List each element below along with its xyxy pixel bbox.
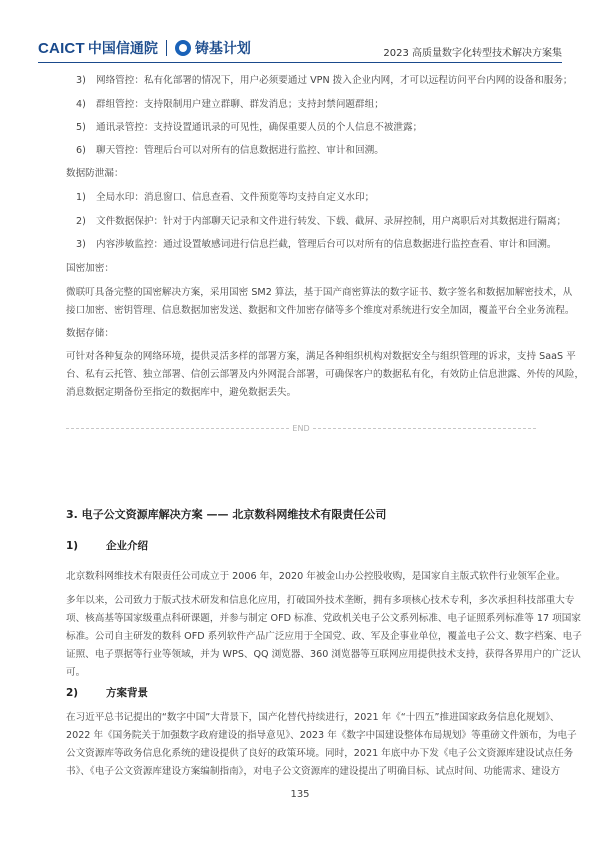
paragraph-line: 接口加密、密钥管理、信息数据加密发送、数据和文件加密存储等多个维度对系统进行安全加固，覆盖平台全业务流程。 (66, 305, 575, 316)
storage-paragraph (66, 348, 585, 402)
subsection-heading (66, 538, 148, 553)
paragraph-line: 书》、《电子公文资源库建设方案编制指南》，对电子公文资源库的建设提出了明确目标、试点时间、功能需求、建设方 (66, 766, 561, 777)
paragraph-line: 可针对各种复杂的网络环境，提供灵活多样的部署方案，满足各种组织机构对数据安全与组织管理的诉求，支持 SaaS 平 (66, 351, 576, 362)
page-header (0, 0, 600, 62)
logo-divider (166, 40, 167, 56)
caict-logo (38, 36, 251, 60)
list-item-text: 内容涉敏监控：通过设置敏感词进行信息拦截，管理后台可以对所有的信息数据进行监控查看、审计和回溯。 (96, 239, 557, 250)
list-item-number: 5) (76, 122, 86, 133)
subsection-number: 2) (66, 687, 79, 699)
storage-heading: 数据存储： (66, 328, 114, 339)
logo-caict-text: CAICT (38, 39, 85, 57)
background-paragraph (66, 709, 577, 781)
leak-heading: 数据防泄漏： (66, 168, 124, 179)
logo-cn-text: 中国信通院 (87, 41, 158, 57)
page-number: 135 (290, 789, 310, 800)
list-item-number: 4) (76, 99, 86, 110)
paragraph-line: 2022 年《国务院关于加强数字政府建设的指导意见》、2023 年《数字中国建设整体布局规划》等重磅文件颁布，为电子 (66, 730, 577, 741)
paragraph-line: 标准。公司自主研发的数科 OFD 系列软件产品广泛应用于全国党、政、军及企事业单位，覆盖电子公文、数字档案、电子 (66, 631, 582, 642)
subsection-title: 方案背景 (106, 687, 148, 699)
paragraph-line: 在习近平总书记提出的“数字中国”大背景下，国产化替代持续进行，2021 年《“十四五”推进国家政务信息化规划》、 (66, 712, 560, 723)
crypto-paragraph (66, 284, 575, 320)
end-marker: END (292, 423, 310, 433)
end-divider-line-left (66, 428, 289, 429)
end-divider (66, 422, 536, 434)
list-item-text: 通讯录管控：支持设置通讯录的可见性，确保重要人员的个人信息不被泄露； (96, 122, 423, 133)
paragraph-line: 台、私有云托管、独立部署、信创云部署及内外网混合部署，可确保客户的数据私有化，有效防止信息泄露、外传的风险， (66, 369, 585, 380)
paragraph-line: 消息数据定期备份至指定的数据库中，避免数据丢失。 (66, 387, 297, 398)
section-heading: 3. 电子公文资源库解决方案 —— 北京数科网维技术有限责任公司 (66, 508, 387, 521)
list-item-text: 全局水印：消息窗口、信息查看、文件预览等均支持自定义水印； (96, 192, 375, 203)
intro-paragraph-2 (66, 592, 582, 682)
paragraph-line: 公文资源库等政务信息化系统的建设提供了良好的政策环境。同时，2021 年底中办下发《电子公文资源库建设试点任务 (66, 748, 574, 759)
end-divider-line-right (313, 428, 536, 429)
subsection-heading (66, 685, 148, 700)
zhuji-logo-icon (175, 40, 191, 56)
paragraph-line: 项、核高基等国家级重点科研课题，并参与制定 OFD 标准、党政机关电子公文系列标准、电子证照系列标准等 17 项国家 (66, 613, 581, 624)
paragraph-line: 多年以来，公司致力于版式技术研发和信息化应用，打破国外技术垄断，拥有多项核心技术专利，多次承担科技部重大专 (66, 595, 575, 606)
list-item-text: 群组管控：支持限制用户建立群聊、群发消息；支持封禁问题群组； (96, 99, 384, 110)
list-item-number: 1) (76, 192, 86, 203)
subsection-number: 1) (66, 540, 79, 552)
subsection-title: 企业介绍 (106, 540, 148, 552)
list-item-number: 3) (76, 239, 86, 250)
list-item-number: 6) (76, 145, 86, 156)
paragraph-line: 证照、电子票据等行业等领域，并为 WPS、QQ 浏览器、360 浏览器等互联网应用提供技术支持，获得各界用户的广泛认 (66, 649, 581, 660)
header-divider (38, 62, 562, 63)
crypto-heading: 国密加密： (66, 263, 114, 274)
paragraph-line: 可。 (66, 667, 86, 678)
header-title: 2023 高质量数字化转型技术解决方案集 (383, 48, 562, 59)
intro-paragraph-1: 北京数科网维技术有限责任公司成立于 2006 年，2020 年被金山办公控股收购，是国家自主版式软件行业领军企业。 (66, 571, 566, 582)
list-item-text: 网络管控：私有化部署的情况下，用户必须要通过 VPN 拨入企业内网，才可以远程访问平台内网的设备和服务； (96, 75, 573, 86)
list-item-text: 文件数据保护：针对于内部聊天记录和文件进行转发、下载、截屏、录屏控制，用户离职后对其数据进行隔离； (96, 216, 567, 227)
paragraph-line: 微联叮具备完整的国密解决方案，采用国密 SM2 算法，基于国产商密算法的数字证书、数字签名和数据加解密技术，从 (66, 287, 573, 298)
list-item-number: 3) (76, 75, 86, 86)
logo-zhuji-text: 铸基计划 (194, 41, 251, 57)
list-item-number: 2) (76, 216, 86, 227)
list-item-text: 聊天管控：管理后台可以对所有的信息数据进行监控、审计和回溯。 (96, 145, 384, 156)
